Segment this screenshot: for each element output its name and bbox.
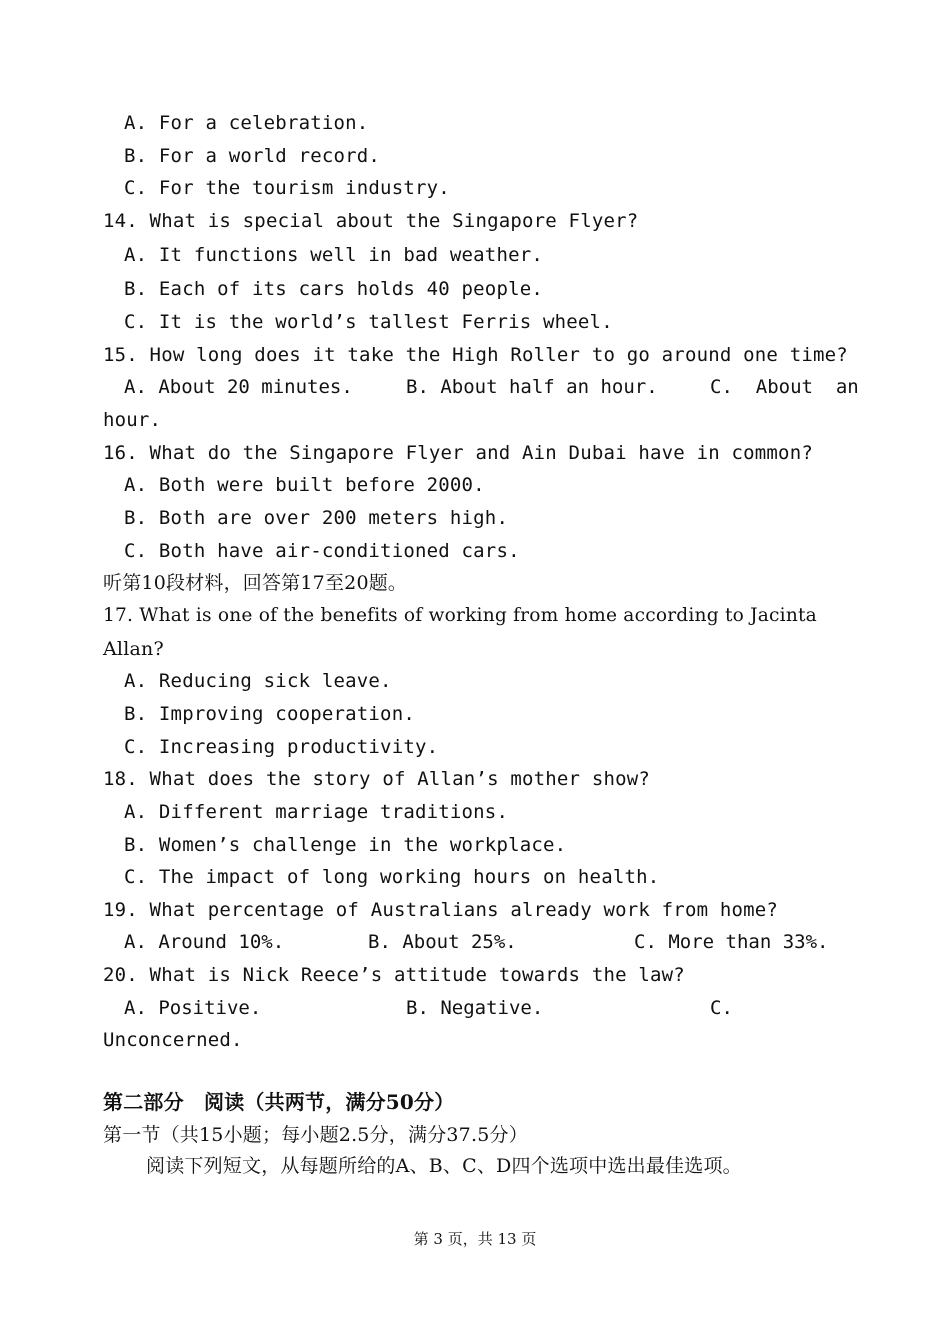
q16-option-a: A. Both were built before 2000. bbox=[124, 474, 485, 496]
q14-option-c: C. It is the world’s tallest Ferris wheel. bbox=[124, 311, 613, 333]
q15-option-b: B. About half an hour. bbox=[406, 376, 658, 398]
q19-option-c: C. More than 33%. bbox=[634, 931, 829, 953]
part2-heading: 第二部分 阅读（共两节，满分50分） bbox=[103, 1090, 455, 1114]
q17-stem-wrap: Allan? bbox=[103, 638, 164, 660]
part2-section1-title: 第一节（共15小题；每小题2.5分，满分37.5分） bbox=[103, 1124, 528, 1146]
section-note: 听第10段材料，回答第17至20题。 bbox=[103, 572, 408, 594]
q15-stem: 15. How long does it take the High Roller to go around one time? bbox=[103, 344, 848, 366]
q15-option-c-wrap: hour. bbox=[103, 409, 162, 431]
q15-option-a: A. About 20 minutes. bbox=[124, 376, 353, 398]
q19-option-b: B. About 25%. bbox=[368, 931, 517, 953]
q18-option-c: C. The impact of long working hours on health. bbox=[124, 866, 660, 888]
part2-instruction: 阅读下列短文，从每题所给的A、B、C、D四个选项中选出最佳选项。 bbox=[146, 1155, 742, 1177]
q17-option-a: A. Reducing sick leave. bbox=[124, 670, 392, 692]
q14-option-a: A. It functions well in bad weather. bbox=[124, 244, 544, 266]
q17-stem: 17. What is one of the benefits of working from home according to Jacinta bbox=[103, 605, 817, 626]
q20-stem: 20. What is Nick Reece’s attitude towards the law? bbox=[103, 964, 685, 986]
q20-option-a: A. Positive. bbox=[124, 997, 262, 1019]
q17-option-b: B. Improving cooperation. bbox=[124, 703, 415, 725]
q18-option-b: B. Women’s challenge in the workplace. bbox=[124, 834, 567, 856]
q16-option-c: C. Both have air-conditioned cars. bbox=[124, 540, 520, 562]
q17-option-c: C. Increasing productivity. bbox=[124, 736, 439, 758]
page-footer: 第 3 页，共 13 页 bbox=[413, 1230, 537, 1248]
q20-option-b: B. Negative. bbox=[406, 997, 544, 1019]
q14-stem: 14. What is special about the Singapore Flyer? bbox=[103, 210, 639, 232]
q13-option-c: C. For the tourism industry. bbox=[124, 177, 450, 199]
q19-option-a: A. Around 10%. bbox=[124, 931, 285, 953]
q13-option-b: B. For a world record. bbox=[124, 145, 381, 167]
q18-stem: 18. What does the story of Allan’s mother show? bbox=[103, 768, 651, 790]
q16-stem: 16. What do the Singapore Flyer and Ain Dubai have in common? bbox=[103, 442, 813, 464]
q20-option-c: C. bbox=[710, 997, 733, 1019]
q19-stem: 19. What percentage of Australians already work from home? bbox=[103, 899, 779, 921]
q16-option-b: B. Both are over 200 meters high. bbox=[124, 507, 509, 529]
q14-option-b: B. Each of its cars holds 40 people. bbox=[124, 278, 544, 300]
q15-option-c: C. About an bbox=[710, 376, 859, 398]
q18-option-a: A. Different marriage traditions. bbox=[124, 801, 509, 823]
q20-option-c-wrap: Unconcerned. bbox=[103, 1029, 243, 1051]
q13-option-a: A. For a celebration. bbox=[124, 112, 369, 134]
